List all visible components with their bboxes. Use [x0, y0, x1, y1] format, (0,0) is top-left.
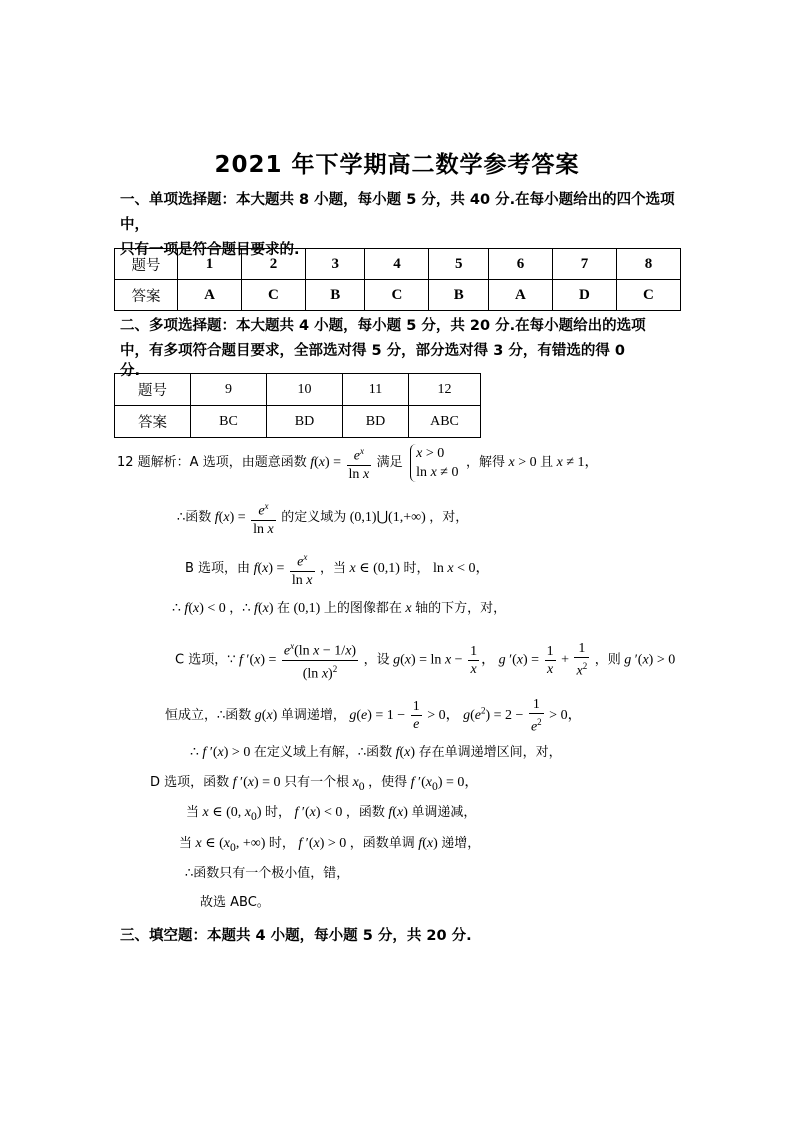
solution-line-4: ∴ f(x) < 0 ，∴ f(x) 在 (0,1) 上的图像都在 x 轴的下方，对， — [172, 601, 507, 616]
page-title: 2021 年下学期高二数学参考答案 — [214, 152, 580, 178]
fraction: $\frac{1}{x^2}$ — [576, 641, 588, 679]
answer-cell: D — [552, 280, 616, 311]
answer-cell: BD — [343, 406, 409, 438]
solution-line-10: 当 x ∈ ($x_0$, +∞) 时， f ′(x) > 0 ，函数单调 f(x) 递增， — [179, 836, 481, 854]
question-number: 3 — [305, 249, 365, 280]
fraction: $\frac{1}{x}$ — [470, 643, 478, 677]
answer-cell: C — [616, 280, 680, 311]
solution-line-2: ∴函数 f(x) = $\frac{e^x}{\text{ln x}}$ 的定义域为 (0,1)⋃(1,+∞) ，对， — [177, 498, 468, 538]
fraction: $\frac{1}{e}$ — [412, 699, 420, 733]
solution-line-9: 当 x ∈ (0, $x_0$) 时， f ′(x) < 0 ，函数 f(x) 单调递减， — [186, 805, 477, 823]
answer-cell: BD — [267, 406, 343, 438]
question-number: 4 — [365, 249, 429, 280]
solution-line-12: 故选 ABC。 — [200, 895, 270, 910]
answer-cell: A — [488, 280, 552, 311]
question-number: 1 — [178, 249, 242, 280]
section-2-heading — [120, 314, 685, 378]
section-2-line-2: 中，有多项符合题目要求，全部选对得 5 分，部分选对得 3 分，有错选的得 0 — [120, 343, 626, 359]
answer-cell: C — [241, 280, 305, 311]
section-2-line-1: 二、多项选择题：本大题共 4 小题，每小题 5 分，共 20 分.在每小题给出的选项 — [120, 318, 646, 334]
table-header-answer: 答案 — [115, 406, 191, 438]
solution-line-8: D 选项，函数 f ′(x) = 0 只有一个根 $x_0$ ，使得 f $'(x_0) = 0$， — [150, 775, 479, 793]
section-1-line-2: 只有一项是符合题目要求的. — [120, 242, 300, 258]
table-header-answer: 答案 — [115, 280, 178, 311]
question-number: 10 — [267, 374, 343, 406]
fraction: $\frac{1}{e^2}$ — [530, 697, 542, 735]
table-row-answers — [115, 280, 681, 311]
question-number: 2 — [241, 249, 305, 280]
fraction: $\frac{e^x}{\text{ln x}}$ — [251, 498, 276, 538]
question-number: 5 — [429, 249, 489, 280]
fraction: $\frac{e^x}{\text{ln x}}$ — [290, 549, 315, 589]
table-row-answers — [115, 406, 481, 438]
question-number: 9 — [191, 374, 267, 406]
answer-cell: B — [429, 280, 489, 311]
answer-cell: A — [178, 280, 242, 311]
solution-line-1: 12 题解析：A 选项，由题意函数 f(x) = $\frac{e^x}{\text{ln x}}$ 满足 x > 0 ln x ≠ 0 ，解得 x > 0 且 x ≠ 1， — [117, 443, 599, 483]
answer-cell: BC — [191, 406, 267, 438]
solution-line-6: 恒成立，∴函数 g(x) 单调递增， g(e) = 1 − $\frac{1}{e}$ > 0， $g(e^2) = 2$ − $\frac{1}{e^2}$ > 0， — [165, 697, 582, 735]
brace-system: x > 0 ln x ≠ 0 — [410, 444, 458, 482]
table-header-number: 题号 — [115, 249, 178, 280]
fraction: $\frac{1}{x}$ — [546, 643, 554, 677]
solution-line-5: C 选项，∵ f ′(x) = $\frac{e^x(\ln x - 1/x)}{(\ln x)^2}$ ，设 g(x) = ln x − $\frac{1}{x}$ ， g ′(x) = $\frac{1}{x}$ + $\frac{1}{x^2}$ ，则 g ′(x) > 0 — [175, 638, 675, 682]
question-number: 7 — [552, 249, 616, 280]
single-choice-answer-table — [114, 248, 681, 311]
table-row-numbers — [115, 374, 481, 406]
section-1-line-1: 一、单项选择题：本大题共 8 小题，每小题 5 分，共 40 分.在每小题给出的四个选项中， — [120, 192, 675, 233]
answer-cell: ABC — [409, 406, 481, 438]
section-2-line-3: 分. — [120, 363, 141, 379]
section-3-heading: 三、填空题：本题共 4 小题，每小题 5 分，共 20 分. — [120, 928, 472, 944]
fraction: $\frac{e^x(\ln x - 1/x)}{(\ln x)^2}$ — [282, 638, 358, 682]
answer-cell: B — [305, 280, 365, 311]
question-number: 6 — [488, 249, 552, 280]
question-number: 11 — [343, 374, 409, 406]
question-number: 12 — [409, 374, 481, 406]
table-row-numbers — [115, 249, 681, 280]
fraction: $\frac{e^x}{\text{ln x}}$ — [347, 443, 372, 483]
solution-line-7: ∴ f ′(x) > 0 在定义域上有解，∴函数 f(x) 存在单调递增区间，对， — [190, 745, 562, 760]
question-number: 8 — [616, 249, 680, 280]
multi-choice-answer-table — [114, 373, 481, 438]
solution-line-3: B 选项，由 f(x) = $\frac{e^x}{\text{ln x}}$ ，当 x ∈ (0,1) 时， ln x < 0， — [185, 549, 489, 589]
solution-line-11: ∴函数只有一个极小值，错， — [185, 866, 350, 881]
table-header-number: 题号 — [115, 374, 191, 406]
answer-cell: C — [365, 280, 429, 311]
